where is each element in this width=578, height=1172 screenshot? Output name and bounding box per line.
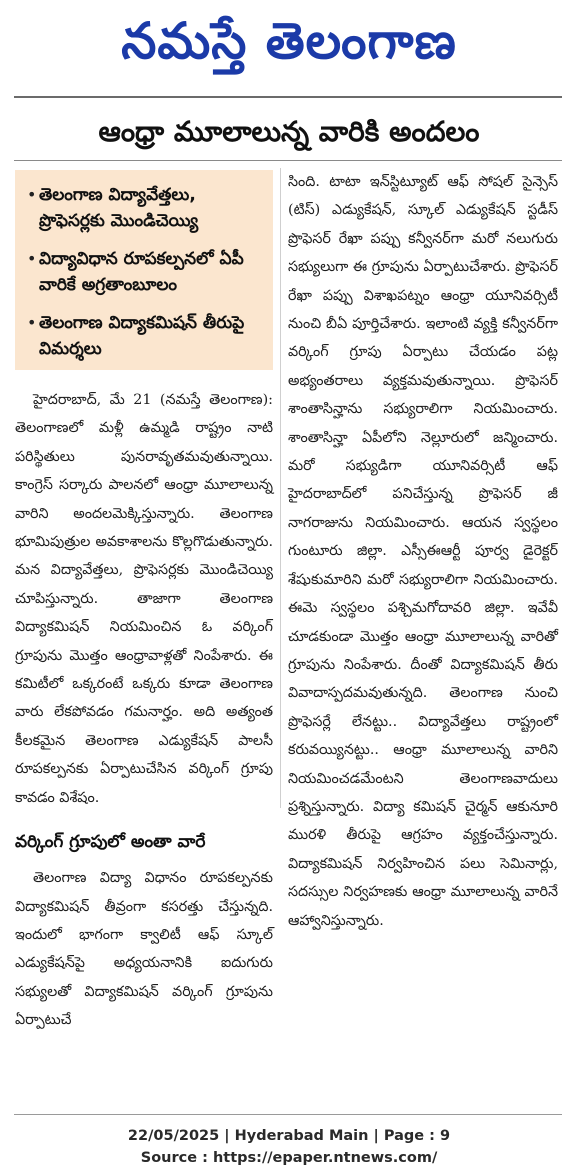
right-column bbox=[288, 168, 558, 935]
highlights-box bbox=[15, 170, 273, 370]
highlight-text: తెలంగాణ విద్యాకమిషన్ తీరుపై విమర్శలు bbox=[39, 313, 245, 359]
bullet-icon: • bbox=[27, 313, 37, 332]
column-divider bbox=[280, 168, 281, 808]
source-link[interactable]: Source : https://epaper.ntnews.com/ bbox=[140, 1150, 438, 1166]
article-paragraph: తెలంగాణ విద్యా విధానం రూపకల్పనకు విద్యాకమిషన్ తీవ్రంగా కసరత్తు చేస్తున్నది. ఇందులో భాగంగా క్వాలిటీ ఆఫ్ స్కూల్ ఎడ్యుకేషన్‌పై అధ్యయనానికి ఐదుగురు సభ్యులతో విద్యాకమిషన్ వర్కింగ్ గ్రూపును ఏర్పాటుచే bbox=[15, 870, 273, 1029]
headline-rule bbox=[14, 160, 562, 161]
article-paragraph: సింది. టాటా ఇన్‌స్టిట్యూట్ ఆఫ్ సోషల్ సైన్సెస్ (టిస్) ఎడ్యుకేషన్, స్కూల్ ఎడ్యుకేషన్ స్టడీస్ ప్రొఫెసర్ రేఖా పప్పు కన్వీనర్‌గా మరో నలుగురు సభ్యులుగా ఈ గ్రూపును ఏర్పాటుచేశారు. ప్రొఫెసర్ రేఖా పప్పు విశాఖపట్నం ఆంధ్రా యూనివర్సిటీ నుంచి బీఏ పూర్తిచేశారు. ఇలాంటి వ్యక్తి కన్వీనర్‌గా వర్కింగ్ గ్రూపు ఏర్పాటు చేయడం పట్ల అభ్యంతరాలు వ్యక్తమవుతున్నాయి. ప్రొఫెసర్ శాంతాసిన్హాను సభ్యురాలిగా నియమించారు. శాంతాసిన్హా ఏపీలోని నెల్లూరులో జన్మించారు. మరో సభ్యుడిగా యూనివర్సిటీ ఆఫ్ హైదరాబాద్‌లో పనిచేస్తున్న ప్రొఫెసర్ జీ నాగరాజును నియమించారు. ఆయన స్వస్థలం గుంటూరు జిల్లా. ఎస్సీఈఆర్టీ పూర్వ డైరెక్టర్ శేషుకుమారిని మరో సభ్యురాలిగా నియమించారు. ఈమె స్వస్థలం పశ్చిమగోదావరి జిల్లా. ఇవేవీ చూడకుండా మొత్తం ఆంధ్రా మూలాలున్న వారితో గ్రూపును నింపేశారు. దీంతో విద్యాకమిషన్ తీరు వివాదాస్పదమవుతున్నది. తెలంగాణ నుంచి ప్రొఫెసర్లే లేనట్టు.. విద్యావేత్తలు రాష్ట్రంలో కరువయ్యినట్టు.. ఆంధ్రా మూలాలున్న వారిని నియమించడమేంటని తెలంగాణవాదులు ప్రశ్నిస్తున్నారు. విద్యా కమిషన్ చైర్మన్ ఆకునూరి మురళి తీరుపై ఆగ్రహం వ్యక్తంచేస్తున్నారు. విద్యాకమిషన్ నిర్వహించిన పలు సెమినార్లు, సదస్సుల నిర్వహణకు ఆంధ్రా మూలాలున్న వారినే ఆహ్వానిస్తున్నారు. bbox=[288, 174, 558, 929]
masthead-logo: నమస్తే తెలంగాణ bbox=[121, 12, 457, 70]
section-subheading: వర్కింగ్ గ్రూపులో అంతా వారే bbox=[15, 832, 206, 853]
bullet-icon: • bbox=[27, 249, 37, 268]
left-column bbox=[15, 386, 273, 1035]
highlight-item bbox=[27, 310, 263, 362]
highlight-text: తెలంగాణ విద్యావేత్తలు, ప్రొఫెసర్లకు మొండిచెయ్యి bbox=[39, 185, 199, 231]
article-paragraph: హైదరాబాద్, మే 21 (నమస్తే తెలంగాణ): తెలంగాణలో మళ్లీ ఉమ్మడి రాష్ట్రం నాటి పరిస్థితులు పునరావృతమవుతున్నాయి. కాంగ్రెస్ సర్కారు పాలనలో ఆంధ్రా మూలాలున్న వారిని అందలమెక్కిస్తున్నారు. తెలంగాణ భూమిపుత్రుల అవకాశాలను కొల్లగొడుతున్నారు. మన విద్యావేత్తలు, ప్రొఫెసర్లకు మొండిచెయ్యి చూపిస్తున్నారు. తాజాగా తెలంగాణ విద్యాకమిషన్ నియమించిన ఓ వర్కింగ్ గ్రూపును మొత్తం ఆంధ్రావాళ్లతో నింపేశారు. ఈ కమిటీలో ఒక్కరంటే ఒక్కరు కూడా తెలంగాణ వారు లేకపోవడం గమనార్హం. అది అత్యంత కీలకమైన తెలంగాణ ఎడ్యుకేషన్ పాలసీ రూపకల్పనకు ఏర్పాటుచేసిన వర్కింగ్ గ్రూపు కావడం విశేషం. bbox=[15, 392, 273, 806]
bottom-rule bbox=[14, 1114, 562, 1115]
highlight-item bbox=[27, 182, 263, 234]
edition-info: 22/05/2025 | Hyderabad Main | Page : 9 bbox=[127, 1128, 451, 1144]
highlight-text: విద్యావిధాన రూపకల్పనలో ఏపీ వారికే అగ్రతాంబూలం bbox=[39, 249, 244, 295]
top-rule bbox=[14, 96, 562, 98]
article-headline: ఆంధ్రా మూలాలున్న వారికి అందలం bbox=[98, 115, 480, 148]
highlight-item bbox=[27, 246, 263, 298]
bullet-icon: • bbox=[27, 185, 37, 204]
